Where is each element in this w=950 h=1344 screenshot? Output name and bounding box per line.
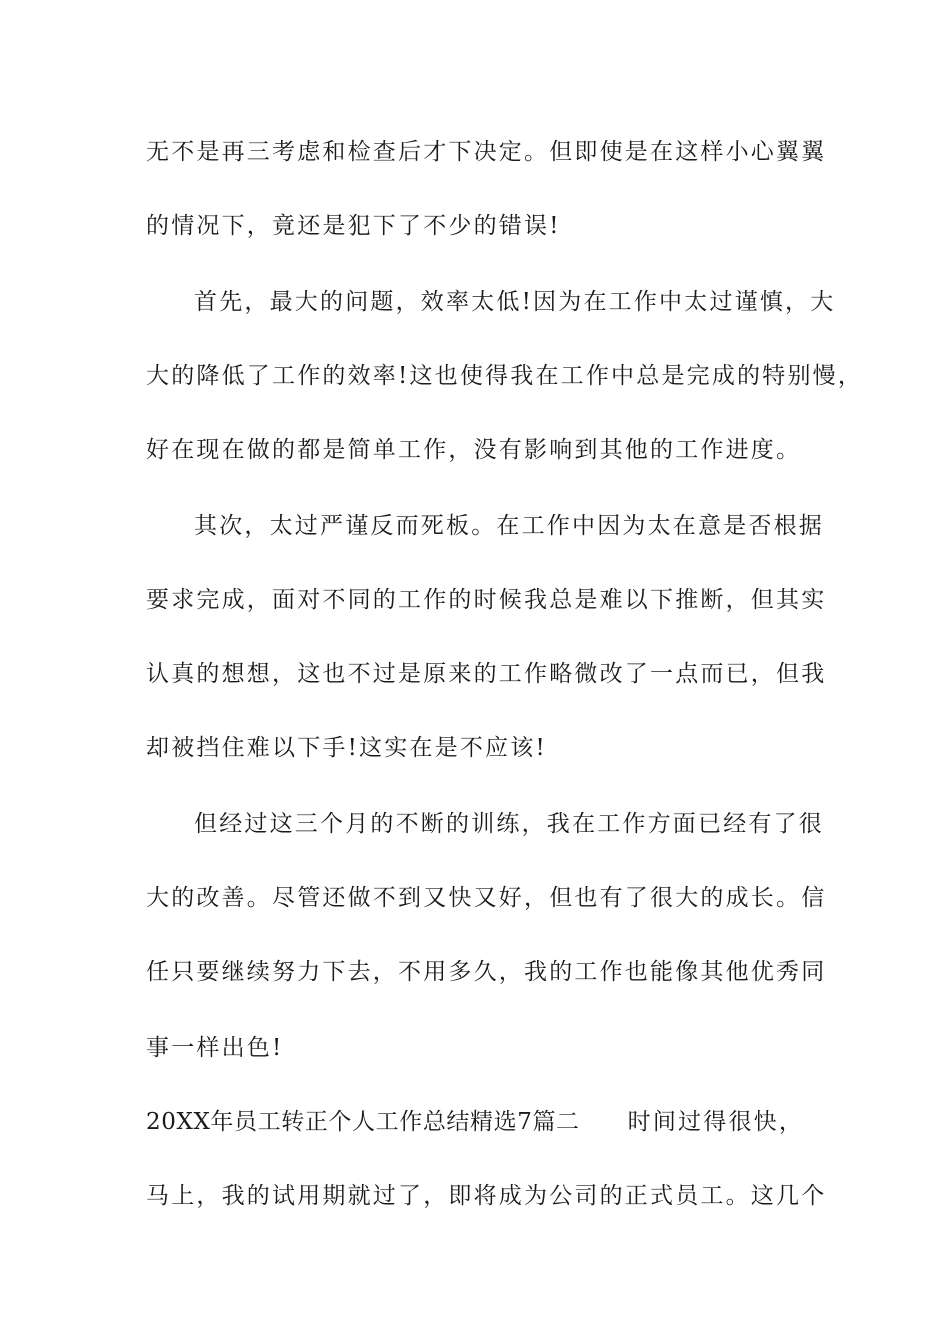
paragraph-line: 其次，太过严谨反而死板。在工作中因为太在意是否根据 [194, 513, 824, 539]
paragraph-line: 首先，最大的问题，效率太低!因为在工作中太过谨慎，大 [194, 289, 836, 315]
paragraph-line: 大的改善。尽管还做不到又快又好，但也有了很大的成长。信 [146, 885, 827, 911]
paragraph-line: 马上，我的试用期就过了，即将成为公司的正式员工。这几个 [146, 1183, 827, 1209]
section-heading-line [146, 1104, 826, 1140]
paragraph-line: 认真的想想，这也不过是原来的工作略微改了一点而已，但我 [146, 661, 827, 687]
paragraph-line: 的情况下，竟还是犯下了不少的错误! [146, 213, 561, 239]
paragraph-line: 事一样出色! [146, 1035, 284, 1061]
paragraph-line: 但经过这三个月的不断的训练，我在工作方面已经有了很 [194, 811, 824, 837]
paragraph-line: 要求完成，面对不同的工作的时候我总是难以下推断，但其实 [146, 587, 827, 613]
paragraph-line: 无不是再三考虑和检查后才下决定。但即使是在这样小心翼翼 [146, 139, 827, 165]
paragraph-line: 任只要继续努力下去，不用多久，我的工作也能像其他优秀同 [146, 959, 827, 985]
paragraph-line: 好在现在做的都是简单工作，没有影响到其他的工作进度。 [146, 437, 802, 463]
section-heading-continuation: 时间过得很快， [627, 1109, 805, 1135]
section-heading-title: 20XX年员工转正个人工作总结精选7篇二 [146, 1109, 580, 1135]
paragraph-line: 大的降低了工作的效率!这也使得我在工作中总是完成的特别慢， [146, 363, 864, 389]
paragraph-line: 却被挡住难以下手!这实在是不应该! [146, 735, 547, 761]
